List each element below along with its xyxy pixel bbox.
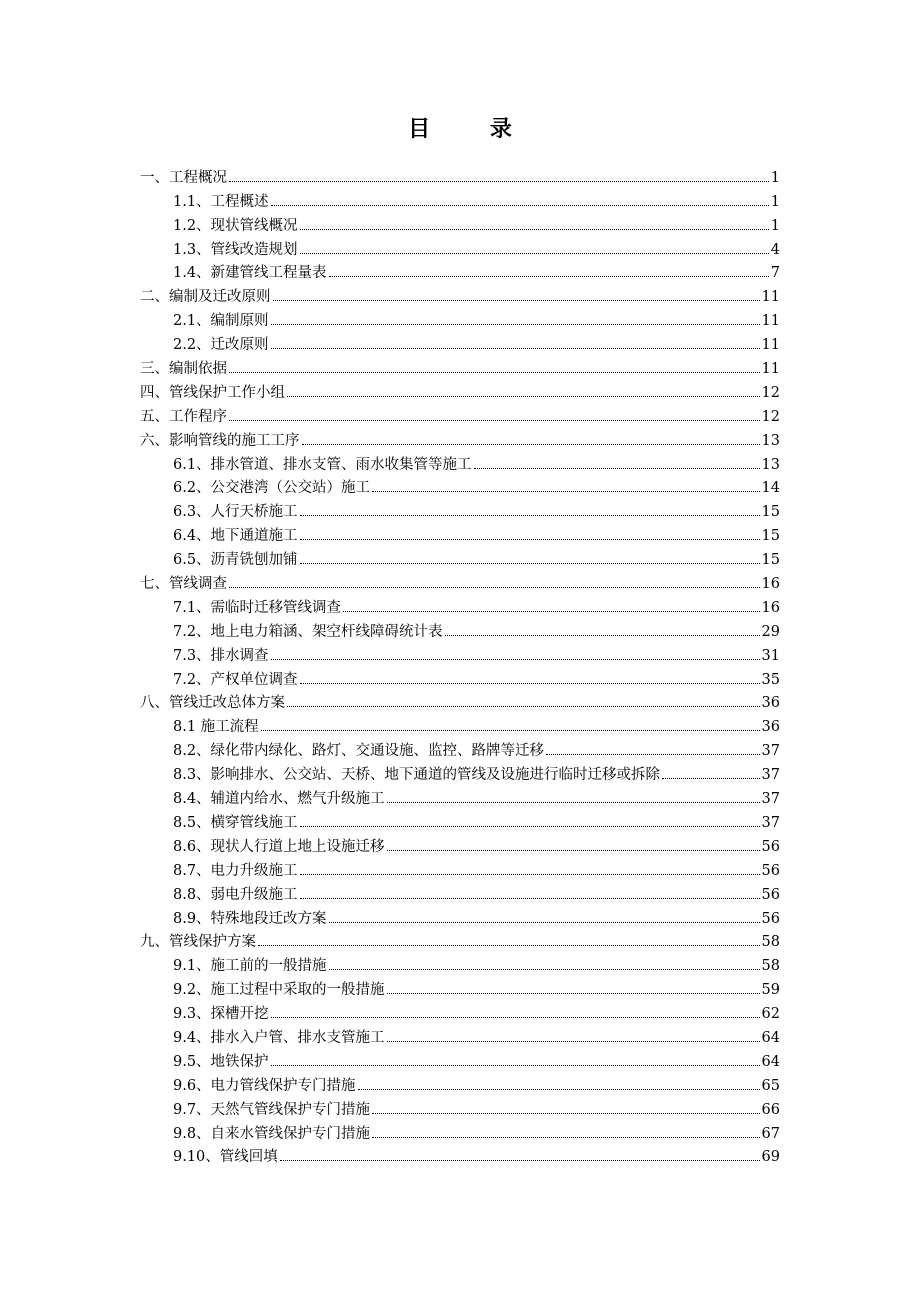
toc-dot-leader xyxy=(287,706,760,707)
toc-dot-leader xyxy=(329,969,760,970)
toc-entry-label: 9.10、管线回填 xyxy=(173,1149,278,1166)
toc-dot-leader xyxy=(387,802,760,803)
toc-entry-page-number: 11 xyxy=(761,289,780,306)
toc-entry[interactable] xyxy=(140,761,780,785)
toc-entry[interactable] xyxy=(140,642,780,666)
toc-entry-page-number: 12 xyxy=(761,384,780,401)
toc-entry-page-number: 37 xyxy=(761,814,780,831)
toc-dot-leader xyxy=(271,324,760,325)
toc-entry-label: 八、管线迁改总体方案 xyxy=(140,695,285,712)
toc-entry-label: 6.2、公交港湾（公交站）施工 xyxy=(173,480,371,497)
toc-entry-page-number: 67 xyxy=(761,1125,780,1142)
toc-dot-leader xyxy=(387,850,760,851)
toc-entry-page-number: 14 xyxy=(761,480,780,497)
toc-entry[interactable] xyxy=(140,1024,780,1048)
toc-entry-page-number: 13 xyxy=(761,432,780,449)
toc-entry-page-number: 31 xyxy=(761,647,780,664)
toc-dot-leader xyxy=(300,515,760,516)
toc-dot-leader xyxy=(258,945,760,946)
toc-entry-label: 6.4、地下通道施工 xyxy=(173,528,298,545)
toc-entry-page-number: 37 xyxy=(761,791,780,808)
toc-entry-label: 2.2、迁改原则 xyxy=(173,337,269,354)
toc-entry[interactable] xyxy=(140,1144,780,1168)
toc-dot-leader xyxy=(271,1065,760,1066)
toc-entry-label: 6.3、人行天桥施工 xyxy=(173,504,298,521)
toc-entry[interactable] xyxy=(140,212,780,236)
toc-entry[interactable] xyxy=(140,690,780,714)
toc-entry[interactable] xyxy=(140,427,780,451)
toc-dot-leader xyxy=(474,468,760,469)
toc-entry-label: 1.2、现状管线概况 xyxy=(173,217,298,234)
toc-entry[interactable] xyxy=(140,594,780,618)
toc-entry[interactable] xyxy=(140,857,780,881)
toc-entry-page-number: 66 xyxy=(761,1101,780,1118)
page-title: 目 录 xyxy=(408,116,538,142)
toc-entry[interactable] xyxy=(140,331,780,355)
toc-entry-label: 9.7、天然气管线保护专门措施 xyxy=(173,1101,371,1118)
toc-entry[interactable] xyxy=(140,952,780,976)
toc-entry-label: 9.8、自来水管线保护专门措施 xyxy=(173,1125,371,1142)
toc-entry-label: 8.3、影响排水、公交站、天桥、地下通道的管线及设施进行临时迁移或拆除 xyxy=(173,767,661,784)
toc-entry-page-number: 11 xyxy=(761,337,780,354)
toc-entry[interactable] xyxy=(140,379,780,403)
toc-entry-label: 六、影响管线的施工工序 xyxy=(140,432,300,449)
toc-dot-leader xyxy=(329,922,760,923)
toc-dot-leader xyxy=(358,1089,760,1090)
toc-entry-page-number: 16 xyxy=(761,576,780,593)
toc-entry-label: 6.1、排水管道、排水支管、雨水收集管等施工 xyxy=(173,456,472,473)
toc-entry-page-number: 35 xyxy=(761,671,780,688)
toc-dot-leader xyxy=(271,205,769,206)
toc-entry-label: 9.3、探槽开挖 xyxy=(173,1006,269,1023)
toc-dot-leader xyxy=(343,611,759,612)
toc-dot-leader xyxy=(261,730,760,731)
toc-entry-label: 8.4、辅道内给水、燃气升级施工 xyxy=(173,791,385,808)
toc-entry-page-number: 62 xyxy=(761,1006,780,1023)
toc-entry[interactable] xyxy=(140,1096,780,1120)
toc-dot-leader xyxy=(300,898,760,899)
toc-entry-page-number: 7 xyxy=(770,265,780,282)
toc-dot-leader xyxy=(271,348,760,349)
toc-entry-label: 9.6、电力管线保护专门措施 xyxy=(173,1077,356,1094)
toc-entry-label: 9.2、施工过程中采取的一般措施 xyxy=(173,982,385,999)
toc-dot-leader xyxy=(271,1017,760,1018)
table-of-contents xyxy=(140,164,780,1167)
toc-entry-page-number: 1 xyxy=(770,169,780,186)
toc-entry[interactable] xyxy=(140,1000,780,1024)
toc-entry-label: 2.1、编制原则 xyxy=(173,313,269,330)
toc-dot-leader xyxy=(300,683,760,684)
toc-entry-page-number: 56 xyxy=(761,862,780,879)
toc-entry-label: 1.4、新建管线工程量表 xyxy=(173,265,327,282)
toc-entry-label: 五、工作程序 xyxy=(140,408,227,425)
toc-dot-leader xyxy=(302,444,760,445)
toc-dot-leader xyxy=(229,372,760,373)
toc-entry[interactable] xyxy=(140,475,780,499)
toc-entry-page-number: 29 xyxy=(761,623,780,640)
toc-dot-leader xyxy=(372,1113,759,1114)
toc-dot-leader xyxy=(445,635,760,636)
toc-entry-page-number: 15 xyxy=(761,504,780,521)
toc-entry-label: 8.8、弱电升级施工 xyxy=(173,886,298,903)
toc-entry[interactable] xyxy=(140,498,780,522)
toc-entry-label: 9.1、施工前的一般措施 xyxy=(173,958,327,975)
toc-entry[interactable] xyxy=(140,1120,780,1144)
toc-entry[interactable] xyxy=(140,713,780,737)
toc-dot-leader xyxy=(300,874,760,875)
toc-entry-page-number: 37 xyxy=(761,767,780,784)
toc-dot-leader xyxy=(387,993,760,994)
toc-dot-leader xyxy=(300,826,760,827)
toc-entry-label: 9.4、排水入户管、排水支管施工 xyxy=(173,1029,385,1046)
toc-dot-leader xyxy=(300,563,760,564)
toc-entry[interactable] xyxy=(140,546,780,570)
toc-entry-label: 8.9、特殊地段迁改方案 xyxy=(173,910,327,927)
toc-entry-label: 7.2、地上电力箱涵、架空杆线障碍统计表 xyxy=(173,623,443,640)
toc-entry-label: 8.5、横穿管线施工 xyxy=(173,814,298,831)
toc-entry[interactable] xyxy=(140,260,780,284)
toc-entry[interactable] xyxy=(140,451,780,475)
toc-entry[interactable] xyxy=(140,403,780,427)
toc-entry-page-number: 4 xyxy=(770,241,780,258)
toc-entry[interactable] xyxy=(140,785,780,809)
toc-entry-page-number: 36 xyxy=(761,719,780,736)
toc-entry[interactable] xyxy=(140,666,780,690)
toc-entry-page-number: 59 xyxy=(761,982,780,999)
toc-dot-leader xyxy=(229,587,760,588)
toc-dot-leader xyxy=(300,229,769,230)
toc-entry-page-number: 37 xyxy=(761,743,780,760)
toc-entry-label: 三、编制依据 xyxy=(140,361,227,378)
toc-entry-page-number: 11 xyxy=(761,361,780,378)
toc-entry[interactable] xyxy=(140,881,780,905)
toc-entry[interactable] xyxy=(140,570,780,594)
toc-entry[interactable] xyxy=(140,1048,780,1072)
toc-dot-leader xyxy=(271,659,760,660)
toc-entry[interactable] xyxy=(140,905,780,929)
toc-dot-leader xyxy=(329,276,769,277)
toc-entry-page-number: 56 xyxy=(761,838,780,855)
toc-entry[interactable] xyxy=(140,355,780,379)
toc-entry[interactable] xyxy=(140,307,780,331)
toc-entry[interactable] xyxy=(140,164,780,188)
toc-dot-leader xyxy=(300,539,760,540)
toc-dot-leader xyxy=(280,1160,760,1161)
toc-entry-label: 九、管线保护方案 xyxy=(140,934,256,951)
toc-dot-leader xyxy=(662,778,759,779)
toc-entry-label: 1.3、管线改造规划 xyxy=(173,241,298,258)
toc-entry-label: 8.1 施工流程 xyxy=(173,719,259,736)
toc-dot-leader xyxy=(372,1137,759,1138)
toc-entry-label: 8.6、现状人行道上地上设施迁移 xyxy=(173,838,385,855)
toc-entry-page-number: 56 xyxy=(761,910,780,927)
toc-entry-page-number: 1 xyxy=(770,217,780,234)
toc-entry-page-number: 16 xyxy=(761,599,780,616)
toc-entry-label: 8.7、电力升级施工 xyxy=(173,862,298,879)
toc-entry-label: 一、工程概况 xyxy=(140,169,227,186)
toc-entry-page-number: 58 xyxy=(761,934,780,951)
toc-dot-leader xyxy=(229,420,760,421)
toc-entry[interactable] xyxy=(140,522,780,546)
toc-dot-leader xyxy=(387,1041,760,1042)
toc-entry[interactable] xyxy=(140,833,780,857)
toc-entry-label: 9.5、地铁保护 xyxy=(173,1053,269,1070)
toc-entry-label: 七、管线调查 xyxy=(140,576,227,593)
toc-dot-leader xyxy=(300,253,769,254)
toc-entry-page-number: 65 xyxy=(761,1077,780,1094)
toc-entry-page-number: 58 xyxy=(761,958,780,975)
toc-entry[interactable] xyxy=(140,236,780,260)
toc-entry[interactable] xyxy=(140,188,780,212)
toc-dot-leader xyxy=(229,181,769,182)
toc-entry-label: 二、编制及迁改原则 xyxy=(140,289,271,306)
toc-entry-label: 1.1、工程概述 xyxy=(173,193,269,210)
toc-entry[interactable] xyxy=(140,618,780,642)
toc-entry-page-number: 64 xyxy=(761,1053,780,1070)
toc-entry-page-number: 64 xyxy=(761,1029,780,1046)
toc-entry-page-number: 15 xyxy=(761,528,780,545)
toc-entry-page-number: 1 xyxy=(770,193,780,210)
toc-entry-page-number: 69 xyxy=(761,1149,780,1166)
toc-entry[interactable] xyxy=(140,809,780,833)
toc-entry-page-number: 11 xyxy=(761,313,780,330)
toc-entry-label: 7.3、排水调查 xyxy=(173,647,269,664)
toc-entry-page-number: 56 xyxy=(761,886,780,903)
toc-entry[interactable] xyxy=(140,283,780,307)
toc-entry[interactable] xyxy=(140,1072,780,1096)
toc-entry[interactable] xyxy=(140,929,780,953)
toc-entry-page-number: 36 xyxy=(761,695,780,712)
toc-entry-label: 7.1、需临时迁移管线调查 xyxy=(173,599,342,616)
toc-dot-leader xyxy=(287,396,760,397)
toc-entry-label: 四、管线保护工作小组 xyxy=(140,384,285,401)
toc-dot-leader xyxy=(372,491,759,492)
toc-dot-leader xyxy=(546,754,759,755)
toc-entry-page-number: 13 xyxy=(761,456,780,473)
toc-entry-page-number: 15 xyxy=(761,552,780,569)
toc-entry[interactable] xyxy=(140,737,780,761)
toc-entry-label: 6.5、沥青铣刨加铺 xyxy=(173,552,298,569)
toc-entry-label: 8.2、绿化带内绿化、路灯、交通设施、监控、路牌等迁移 xyxy=(173,743,545,760)
toc-dot-leader xyxy=(273,300,760,301)
toc-entry-page-number: 12 xyxy=(761,408,780,425)
toc-entry-label: 7.2、产权单位调查 xyxy=(173,671,298,688)
toc-entry[interactable] xyxy=(140,976,780,1000)
